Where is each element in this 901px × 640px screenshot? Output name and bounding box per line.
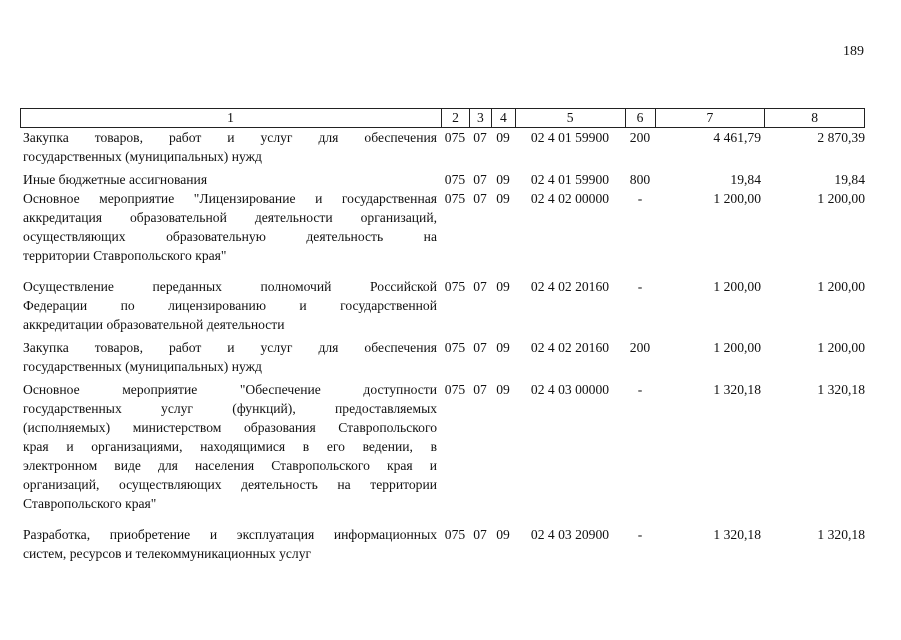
description-line: территории Ставропольского края" — [23, 248, 227, 263]
amount-col-7: 4 461,79 — [713, 130, 761, 145]
ministry-code: 075 — [444, 279, 466, 294]
subsection-code: 09 — [496, 382, 510, 397]
description-line: Осуществление переданных полномочий Российской — [23, 279, 437, 294]
description-line: аккредитация образовательной деятельности организаций, — [23, 210, 437, 225]
amount-col-8: 19,84 — [834, 172, 865, 187]
amount-col-8: 1 320,18 — [817, 382, 865, 397]
amount-col-8: 1 200,00 — [817, 340, 865, 355]
section-code: 07 — [473, 527, 487, 542]
subsection-code: 09 — [496, 172, 510, 187]
subsection-code: 09 — [496, 279, 510, 294]
row-description — [20, 170, 441, 189]
ministry-code: 075 — [444, 382, 466, 397]
header-col-7: 7 — [655, 109, 765, 127]
ministry-code: 075 — [444, 527, 466, 542]
row-description — [20, 277, 441, 334]
target-article: 02 4 02 20160 — [530, 340, 610, 355]
description-line: Закупка товаров, работ и услуг для обеспечения — [23, 130, 437, 145]
table-header — [20, 108, 865, 128]
description-line: Основное мероприятие "Лицензирование и государственная — [23, 191, 437, 206]
amount-col-7: 19,84 — [730, 172, 761, 187]
expense-type: - — [637, 527, 643, 542]
expense-type: 200 — [629, 130, 651, 145]
row-description — [20, 128, 441, 166]
row-description — [20, 380, 441, 513]
row-description — [20, 525, 441, 563]
subsection-code: 09 — [496, 130, 510, 145]
description-line: Ставропольского края" — [23, 496, 157, 511]
ministry-code: 075 — [444, 340, 466, 355]
expense-type: - — [637, 191, 643, 206]
table-row — [20, 380, 865, 513]
amount-col-7: 1 320,18 — [713, 382, 761, 397]
subsection-code: 09 — [496, 527, 510, 542]
ministry-code: 075 — [444, 130, 466, 145]
target-article: 02 4 01 59900 — [530, 130, 610, 145]
target-article: 02 4 01 59900 — [530, 172, 610, 187]
section-code: 07 — [473, 382, 487, 397]
section-code: 07 — [473, 340, 487, 355]
table-row — [20, 525, 865, 563]
amount-col-8: 1 200,00 — [817, 279, 865, 294]
description-line: края и организациями, находящимися в его ведении, в — [23, 439, 437, 454]
subsection-code: 09 — [496, 340, 510, 355]
description-line: систем, ресурсов и телекоммуникационных услуг — [23, 546, 312, 561]
amount-col-7: 1 200,00 — [713, 340, 761, 355]
description-line: Разработка, приобретение и эксплуатация информационных — [23, 527, 437, 542]
expense-type: - — [637, 382, 643, 397]
row-description — [20, 338, 441, 376]
header-col-3: 3 — [469, 109, 491, 127]
page-number: 189 — [843, 44, 864, 59]
subsection-code: 09 — [496, 191, 510, 206]
section-code: 07 — [473, 130, 487, 145]
table-row — [20, 338, 865, 376]
header-col-6: 6 — [625, 109, 655, 127]
description-line: государственных услуг (функций), предоставляемых — [23, 401, 437, 416]
description-line: Иные бюджетные ассигнования — [23, 172, 208, 187]
section-code: 07 — [473, 191, 487, 206]
description-line: Закупка товаров, работ и услуг для обеспечения — [23, 340, 437, 355]
header-col-5: 5 — [515, 109, 625, 127]
description-line: (исполняемых) министерством образования Ставропольского — [23, 420, 437, 435]
description-line: аккредитации образовательной деятельности — [23, 317, 285, 332]
table-row — [20, 128, 865, 166]
description-line: организаций, осуществляющих деятельность на территории — [23, 477, 437, 492]
header-col-4: 4 — [491, 109, 515, 127]
ministry-code: 075 — [444, 191, 466, 206]
target-article: 02 4 03 00000 — [530, 382, 610, 397]
table-row — [20, 189, 865, 265]
amount-col-8: 2 870,39 — [817, 130, 865, 145]
table-row — [20, 277, 865, 334]
description-line: осуществляющих образовательную деятельность на — [23, 229, 437, 244]
description-line: государственных (муниципальных) нужд — [23, 359, 262, 374]
target-article: 02 4 03 20900 — [530, 527, 610, 542]
budget-table — [20, 108, 865, 563]
description-line: электронном виде для населения Ставропольского края и — [23, 458, 437, 473]
amount-col-8: 1 200,00 — [817, 191, 865, 206]
row-description — [20, 189, 441, 265]
description-line: Основное мероприятие "Обеспечение доступности — [23, 382, 437, 397]
expense-type: 200 — [629, 340, 651, 355]
target-article: 02 4 02 00000 — [530, 191, 610, 206]
target-article: 02 4 02 20160 — [530, 279, 610, 294]
section-code: 07 — [473, 172, 487, 187]
header-col-2: 2 — [441, 109, 469, 127]
amount-col-8: 1 320,18 — [817, 527, 865, 542]
header-col-1: 1 — [227, 110, 234, 125]
ministry-code: 075 — [444, 172, 466, 187]
table-row — [20, 170, 865, 189]
amount-col-7: 1 320,18 — [713, 527, 761, 542]
section-code: 07 — [473, 279, 487, 294]
description-line: Федерации по лицензированию и государственной — [23, 298, 437, 313]
expense-type: - — [637, 279, 643, 294]
header-col-8: 8 — [764, 109, 864, 127]
description-line: государственных (муниципальных) нужд — [23, 149, 262, 164]
amount-col-7: 1 200,00 — [713, 279, 761, 294]
amount-col-7: 1 200,00 — [713, 191, 761, 206]
table-body — [20, 128, 865, 563]
expense-type: 800 — [629, 172, 651, 187]
